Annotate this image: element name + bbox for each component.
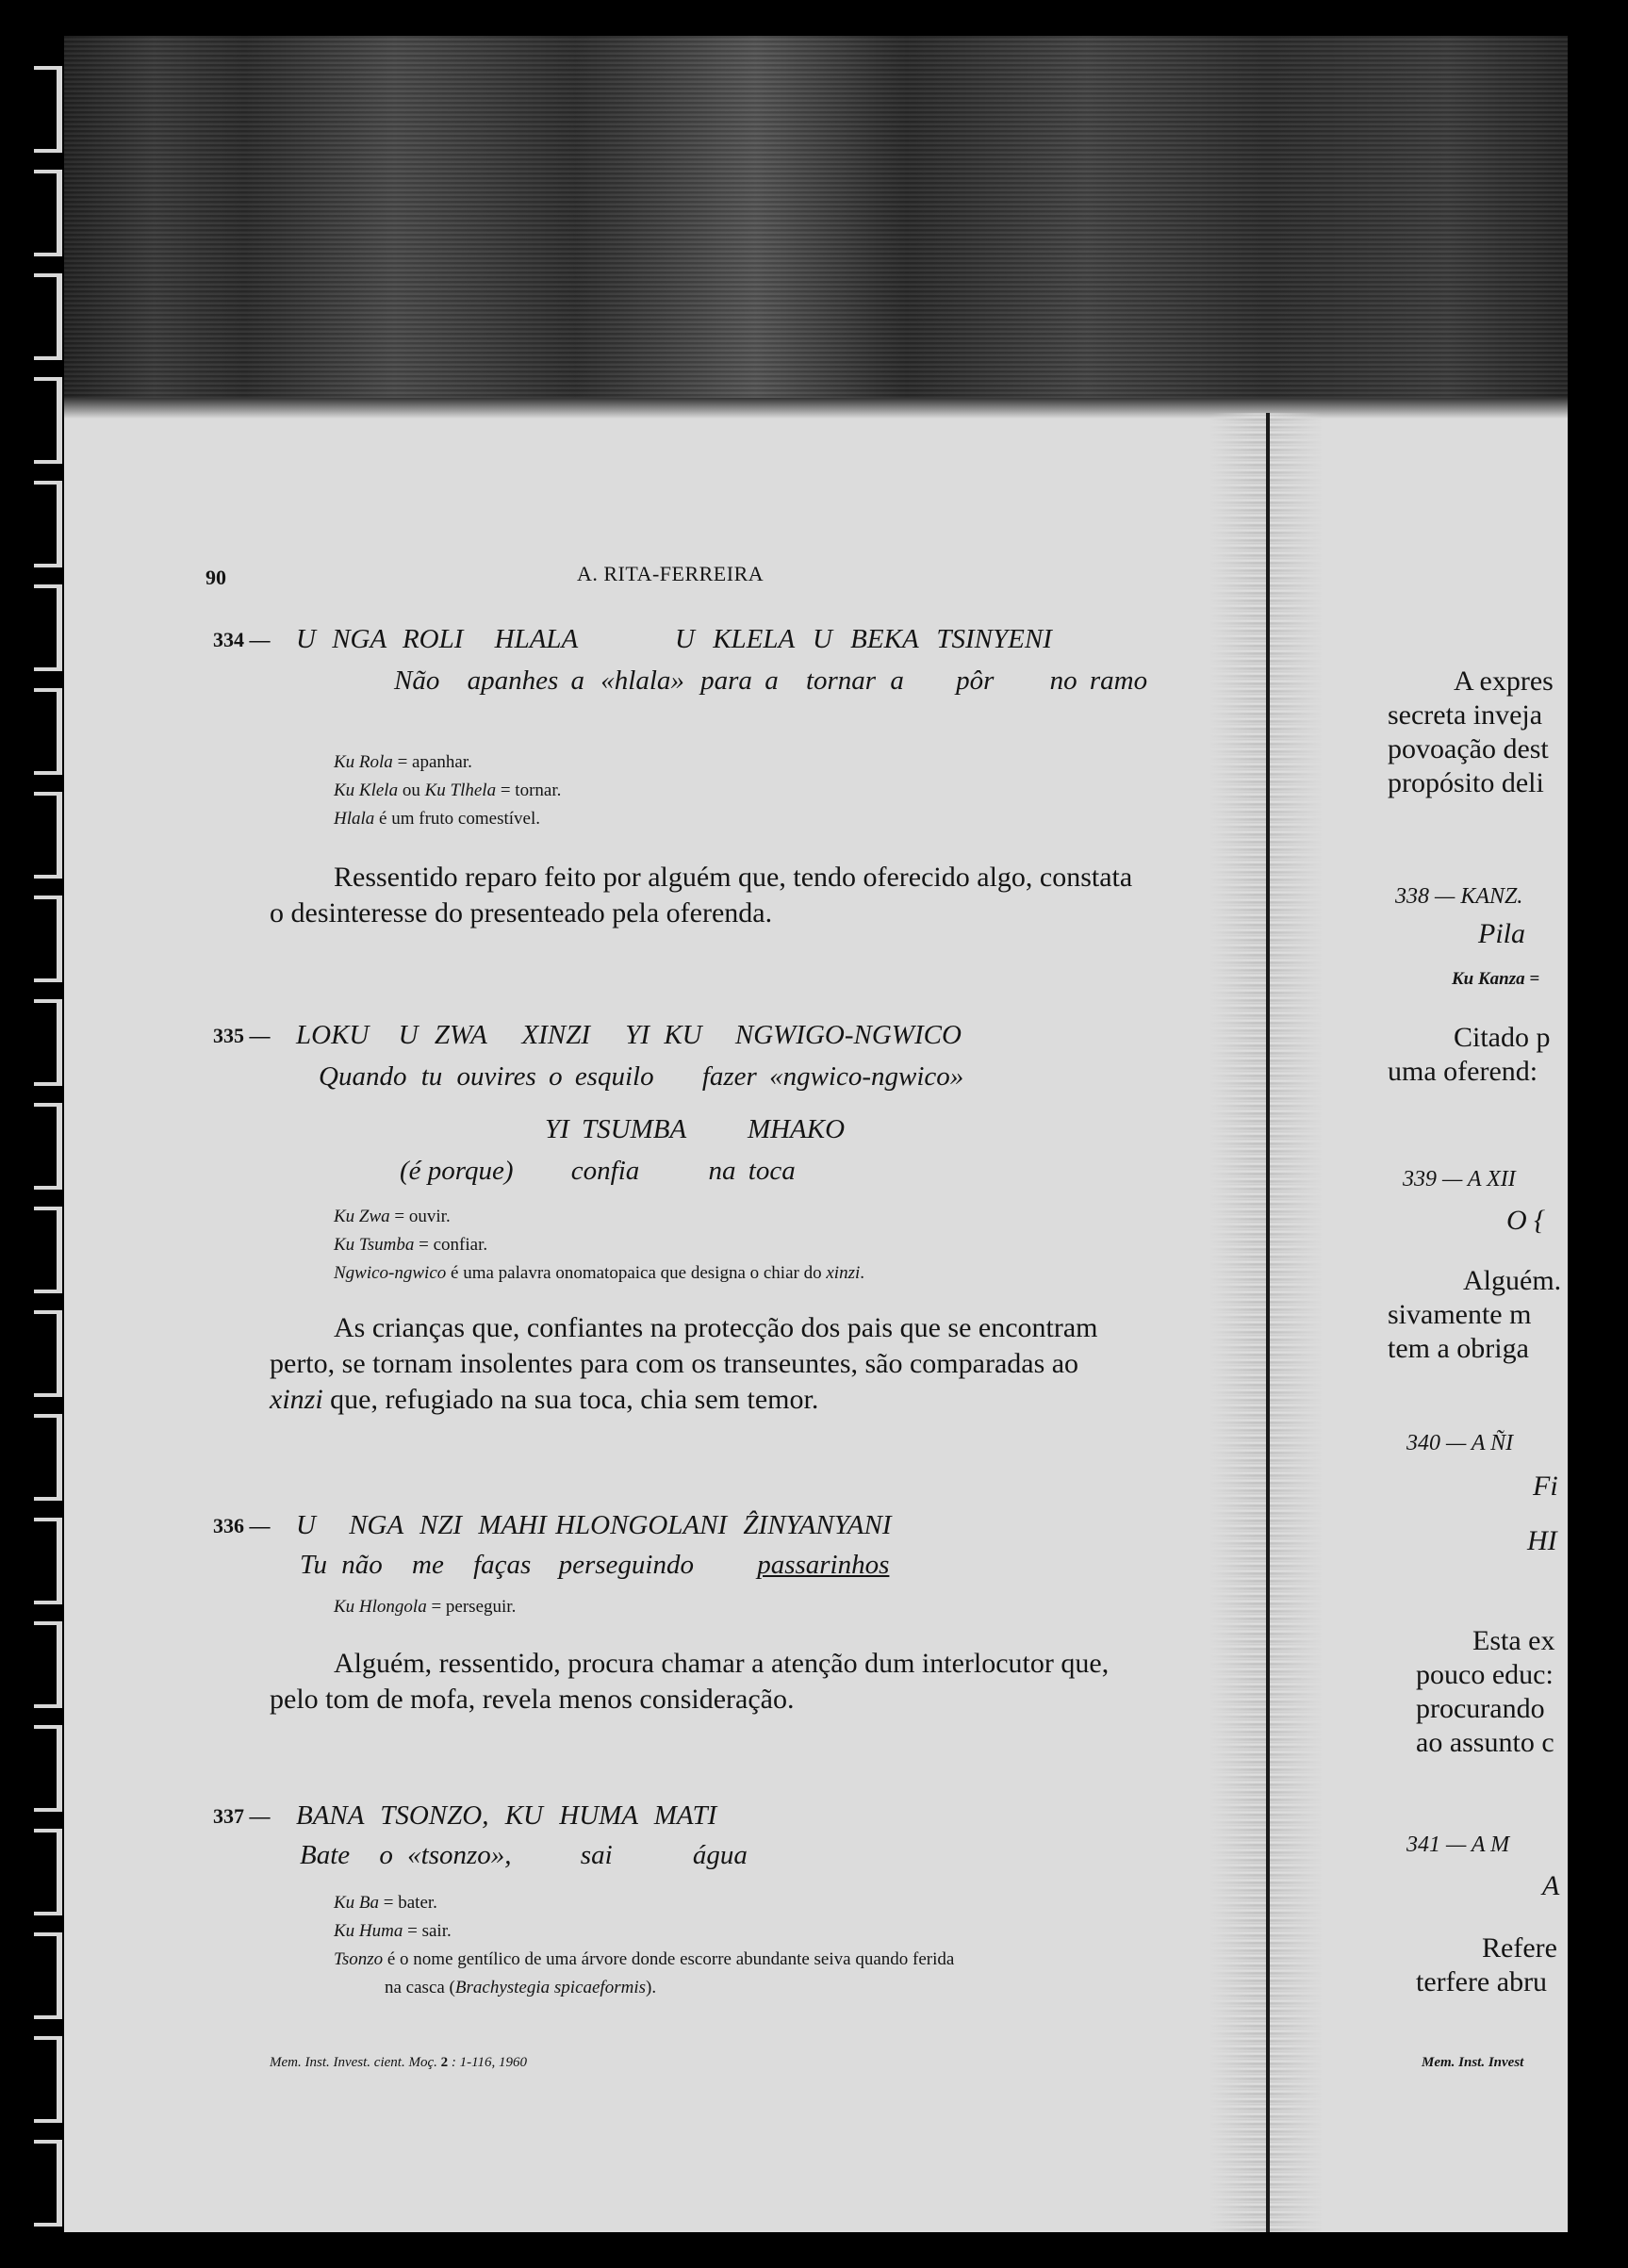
word: HUMA bbox=[559, 1800, 638, 1831]
note-definition: = apanhar. bbox=[397, 752, 472, 772]
journal-citation bbox=[270, 2055, 527, 2071]
right-page-line: propósito deli bbox=[1388, 767, 1544, 798]
word: KU bbox=[664, 1020, 702, 1050]
right-page-line: tem a obriga bbox=[1388, 1333, 1529, 1364]
entry-number: 335 — bbox=[213, 1024, 271, 1047]
word: KLELA bbox=[713, 624, 795, 654]
note-definition: é o nome gentílico de uma árvore donde escorre abundante seiva quando ferida bbox=[383, 1949, 955, 1969]
note-line bbox=[334, 781, 561, 801]
word: a bbox=[570, 666, 585, 696]
note-line bbox=[334, 752, 472, 773]
word: U bbox=[296, 1510, 316, 1540]
word: tu bbox=[420, 1061, 443, 1092]
entry-number: 336 — bbox=[213, 1514, 271, 1537]
note-line bbox=[334, 1263, 864, 1284]
word: Bate bbox=[300, 1840, 351, 1870]
binding-ring bbox=[34, 1103, 62, 1190]
proverb-heading bbox=[296, 1510, 892, 1541]
word: esquilo bbox=[574, 1061, 654, 1092]
note-definition: é uma palavra onomatopaica que designa o chiar do bbox=[446, 1263, 827, 1283]
entry-number-value: 335 bbox=[213, 1024, 244, 1047]
note-line bbox=[334, 1893, 437, 1914]
right-page-line: Esta ex bbox=[1472, 1625, 1555, 1656]
note-text: na casca ( bbox=[385, 1978, 455, 1997]
word: YI bbox=[545, 1114, 569, 1144]
right-page-line: Pila bbox=[1478, 918, 1525, 949]
right-page-line: Alguém. bbox=[1463, 1265, 1562, 1296]
proverb-translation bbox=[300, 1840, 748, 1871]
right-page-line: Fi bbox=[1533, 1471, 1558, 1502]
right-page-line: Citado p bbox=[1454, 1022, 1551, 1053]
word: TSUMBA bbox=[582, 1114, 686, 1144]
word: confia bbox=[570, 1156, 640, 1186]
word: LOKU bbox=[296, 1020, 370, 1050]
word: Não bbox=[394, 666, 440, 696]
book-fold-line bbox=[1266, 413, 1270, 2232]
word: U bbox=[398, 1020, 419, 1050]
commentary-line: o desinteresse do presenteado pela oferenda. bbox=[270, 897, 773, 929]
scanned-page bbox=[64, 36, 1568, 2232]
proverb-heading-continued bbox=[545, 1114, 845, 1145]
binding-ring bbox=[34, 273, 62, 360]
binding-ring bbox=[34, 2036, 62, 2123]
binding-ring bbox=[34, 481, 62, 567]
right-page-footer: Mem. Inst. Invest bbox=[1422, 2055, 1524, 2070]
right-page-line: uma oferend: bbox=[1388, 1056, 1538, 1087]
word: fazer bbox=[701, 1061, 757, 1092]
citation-volume: 2 bbox=[440, 2055, 449, 2070]
binding-ring bbox=[34, 377, 62, 464]
note-definition: = sair. bbox=[407, 1921, 452, 1941]
note-definition: = confiar. bbox=[419, 1235, 488, 1255]
note-term: Ku Huma bbox=[334, 1921, 403, 1941]
note-line bbox=[385, 1978, 656, 1998]
binding-ring bbox=[34, 66, 62, 153]
word: apanhes bbox=[467, 666, 559, 696]
binding-ring bbox=[34, 999, 62, 1086]
word: KU bbox=[504, 1800, 544, 1831]
word: o bbox=[549, 1061, 563, 1092]
right-page-line: A bbox=[1542, 1870, 1560, 1901]
word: NGA bbox=[332, 624, 386, 654]
word: ẐINYANYANI bbox=[743, 1510, 892, 1540]
proverb-heading bbox=[296, 1800, 716, 1832]
binding-ring bbox=[34, 170, 62, 256]
binding-ring bbox=[34, 2140, 62, 2227]
right-page-line: secreta inveja bbox=[1388, 699, 1543, 731]
word: o bbox=[379, 1840, 393, 1870]
word: água bbox=[692, 1840, 748, 1870]
note-line bbox=[334, 1207, 451, 1227]
word: faças bbox=[473, 1550, 532, 1580]
commentary-text: que, refugiado na sua toca, chia sem temor. bbox=[322, 1384, 819, 1415]
word: me bbox=[412, 1550, 444, 1580]
entry-number: 334 — bbox=[213, 628, 271, 651]
note-line bbox=[334, 809, 540, 830]
note-line bbox=[334, 1949, 954, 1970]
binding-ring bbox=[34, 1207, 62, 1293]
note-line bbox=[334, 1597, 516, 1618]
citation-text: : 1-116, 1960 bbox=[448, 2055, 527, 2070]
note-punct: . bbox=[860, 1263, 864, 1283]
right-page-line: 340 — A ÑI bbox=[1406, 1431, 1514, 1455]
entry-number-value: 336 bbox=[213, 1514, 244, 1537]
note-term: Ku Tlhela bbox=[424, 781, 497, 800]
word: a bbox=[765, 666, 779, 696]
commentary-term: xinzi bbox=[270, 1384, 323, 1415]
word: «ngwico-ngwico» bbox=[769, 1061, 964, 1092]
right-page-line: procurando bbox=[1416, 1693, 1545, 1724]
word: TSINYENI bbox=[936, 624, 1052, 654]
word: Tu bbox=[300, 1550, 328, 1580]
scanner-dark-band bbox=[64, 36, 1568, 413]
word: MATI bbox=[653, 1800, 717, 1831]
binding-ring bbox=[34, 1414, 62, 1501]
note-definition: = tornar. bbox=[500, 781, 562, 800]
word: sai bbox=[580, 1840, 613, 1870]
note-definition: é um fruto comestível. bbox=[374, 809, 540, 829]
note-term: Ku Zwa bbox=[334, 1207, 390, 1226]
commentary-line: perto, se tornam insolentes para com os transeuntes, são comparadas ao bbox=[270, 1348, 1079, 1379]
citation-text: Mem. Inst. Invest. cient. Moç. bbox=[270, 2055, 441, 2070]
word: ROLI bbox=[402, 624, 464, 654]
word: Quando bbox=[319, 1061, 407, 1092]
word: não bbox=[341, 1550, 383, 1580]
proverb-translation-continued bbox=[400, 1156, 796, 1187]
note-term: Ngwico-ngwico bbox=[334, 1263, 447, 1283]
note-connector: ou bbox=[398, 781, 425, 800]
binding-ring bbox=[34, 1932, 62, 2019]
note-definition: = perseguir. bbox=[431, 1597, 517, 1617]
right-page-line: O { bbox=[1506, 1205, 1546, 1236]
proverb-translation bbox=[394, 666, 1147, 697]
word: passarinhos bbox=[757, 1550, 890, 1580]
word: MAHI bbox=[478, 1510, 547, 1540]
commentary-line: As crianças que, confiantes na protecção dos pais que se encontram bbox=[334, 1312, 1098, 1343]
right-page-line: 339 — A XII bbox=[1403, 1167, 1516, 1192]
word: (é porque) bbox=[400, 1156, 514, 1186]
proverb-translation bbox=[319, 1061, 963, 1093]
word: U bbox=[812, 624, 832, 654]
word: ramo bbox=[1089, 666, 1148, 696]
word: XINZI bbox=[521, 1020, 591, 1050]
word: U bbox=[296, 624, 316, 654]
note-term: Tsonzo bbox=[334, 1949, 384, 1969]
proverb-heading bbox=[296, 1020, 962, 1051]
right-page-line: A expres bbox=[1454, 666, 1554, 697]
note-line bbox=[334, 1235, 487, 1256]
right-page-line: terfere abru bbox=[1416, 1966, 1548, 1997]
right-page-line: pouco educ: bbox=[1416, 1659, 1554, 1690]
note-term: Ku Hlongola bbox=[334, 1597, 427, 1617]
commentary-line: Alguém, ressentido, procura chamar a atenção dum interlocutor que, bbox=[334, 1648, 1110, 1679]
binding-ring bbox=[34, 1518, 62, 1604]
note-term: Brachystegia spicaeformis bbox=[454, 1978, 646, 1997]
page-number: 90 bbox=[206, 566, 226, 589]
commentary-line: pelo tom de mofa, revela menos consideração. bbox=[270, 1684, 795, 1715]
note-term: Ku Ba bbox=[334, 1893, 380, 1913]
binding-ring bbox=[34, 1829, 62, 1915]
word: HLONGOLANI bbox=[555, 1510, 728, 1540]
word: perseguindo bbox=[558, 1550, 694, 1580]
word: a bbox=[890, 666, 904, 696]
word: NZI bbox=[419, 1510, 463, 1540]
entry-number-value: 334 bbox=[213, 628, 244, 651]
word: U bbox=[675, 624, 695, 654]
binding-ring bbox=[34, 688, 62, 775]
proverb-translation bbox=[300, 1550, 889, 1581]
binding-ring bbox=[34, 1725, 62, 1812]
word: para bbox=[700, 666, 752, 696]
right-page-line: 341 — A M bbox=[1406, 1832, 1510, 1857]
word: HLALA bbox=[494, 624, 578, 654]
word: «hlala» bbox=[600, 666, 684, 696]
word: ZWA bbox=[434, 1020, 487, 1050]
note-definition: = ouvir. bbox=[394, 1207, 451, 1226]
right-page-line: povoação dest bbox=[1388, 733, 1549, 764]
binding-ring bbox=[34, 1310, 62, 1397]
binding-ring bbox=[34, 792, 62, 879]
note-definition: = bater. bbox=[383, 1893, 437, 1913]
word: YI bbox=[625, 1020, 650, 1050]
band-edge bbox=[64, 398, 1568, 419]
right-page-line: ao assunto c bbox=[1416, 1727, 1554, 1758]
word: pôr bbox=[956, 666, 995, 696]
word: tornar bbox=[805, 666, 877, 696]
note-line bbox=[334, 1921, 452, 1942]
right-page-line: Ku Kanza = bbox=[1452, 969, 1540, 989]
spiral-binding bbox=[0, 0, 64, 2268]
running-title: A. RITA-FERREIRA bbox=[577, 562, 765, 585]
word: na bbox=[708, 1156, 736, 1186]
word: toca bbox=[748, 1156, 796, 1186]
right-page-line: sivamente m bbox=[1388, 1299, 1532, 1330]
word: no bbox=[1049, 666, 1077, 696]
entry-number-value: 337 bbox=[213, 1804, 244, 1828]
word: MHAKO bbox=[747, 1114, 846, 1144]
binding-ring bbox=[34, 1621, 62, 1708]
entry-number: 337 — bbox=[213, 1804, 271, 1828]
right-page-line: 338 — KANZ. bbox=[1395, 884, 1523, 909]
note-term: Ku Rola bbox=[334, 752, 393, 772]
right-page-line: HI bbox=[1527, 1525, 1557, 1556]
word: NGA bbox=[349, 1510, 403, 1540]
binding-ring bbox=[34, 896, 62, 982]
note-term: Ku Klela bbox=[334, 781, 399, 800]
note-term: Hlala bbox=[334, 809, 375, 829]
word: ouvires bbox=[456, 1061, 536, 1092]
commentary-line bbox=[270, 1382, 818, 1418]
proverb-heading bbox=[296, 624, 1052, 655]
word: NGWIGO-NGWICO bbox=[734, 1020, 962, 1050]
word: BANA bbox=[296, 1800, 364, 1831]
word: TSONZO, bbox=[380, 1800, 489, 1831]
note-text: ). bbox=[646, 1978, 657, 1997]
right-page-line: Refere bbox=[1482, 1932, 1557, 1964]
commentary-line: Ressentido reparo feito por alguém que, tendo oferecido algo, constata bbox=[334, 862, 1133, 893]
binding-ring bbox=[34, 584, 62, 671]
word: «tsonzo», bbox=[407, 1840, 512, 1870]
note-term: xinzi bbox=[826, 1263, 861, 1283]
note-term: Ku Tsumba bbox=[334, 1235, 415, 1255]
word: BEKA bbox=[850, 624, 919, 654]
